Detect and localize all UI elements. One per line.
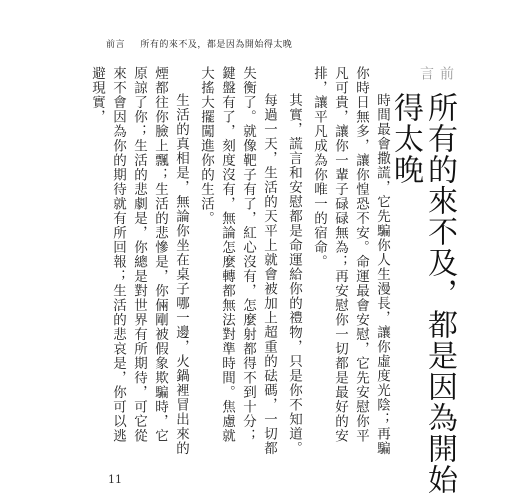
body-paragraph: 每過一天，生活的天平上就會被加上超重的砝碼，一切都失衡了。就像靶子有了，紅心沒有，怎麼射都得不到十分；鍵盤有了，刻度沒有，無論怎麼轉都無法對準時間。焦慮就大搖大擺闖進你的生活。 — [198, 66, 277, 456]
header-running-title: 所有的來不及，都是因為開始得太晚 — [140, 40, 293, 50]
chapter-title: 所有的來不及，都是因為開始得太晚 — [388, 92, 457, 496]
body-paragraph: 時間最會撒謊，它先騙你人生漫長，讓你虛度光陰；再騙你時日無多，讓你惶恐不安。命運最會安慰，它先安慰你平凡可貴，讓你一輩子碌碌無為；再安慰你一切都是最好的安排，讓平凡成為你唯一的宿命。 — [311, 66, 390, 456]
running-header — [106, 37, 292, 50]
chapter-kicker: 前言 — [418, 66, 454, 82]
body-paragraph: 生活的真相是，無論你坐在桌子哪一邊，火鍋裡冒出來的煙都往你臉上飄；生活的悲慘是，你倆剛被假象欺騙時，它原諒了你；生活的悲劇是，你總是對世界有所期待，可它從來不會因為你的期待就有所回報；生活的悲哀是，你可以逃避現實， — [89, 66, 189, 456]
body-text — [89, 66, 392, 456]
header-section-label: 前言 — [106, 40, 126, 50]
page-number: 11 — [108, 473, 122, 486]
body-paragraph: 其實，謊言和安慰都是命運給你的禮物，只是你不知道。 — [286, 93, 302, 456]
chapter-heading — [388, 66, 456, 500]
